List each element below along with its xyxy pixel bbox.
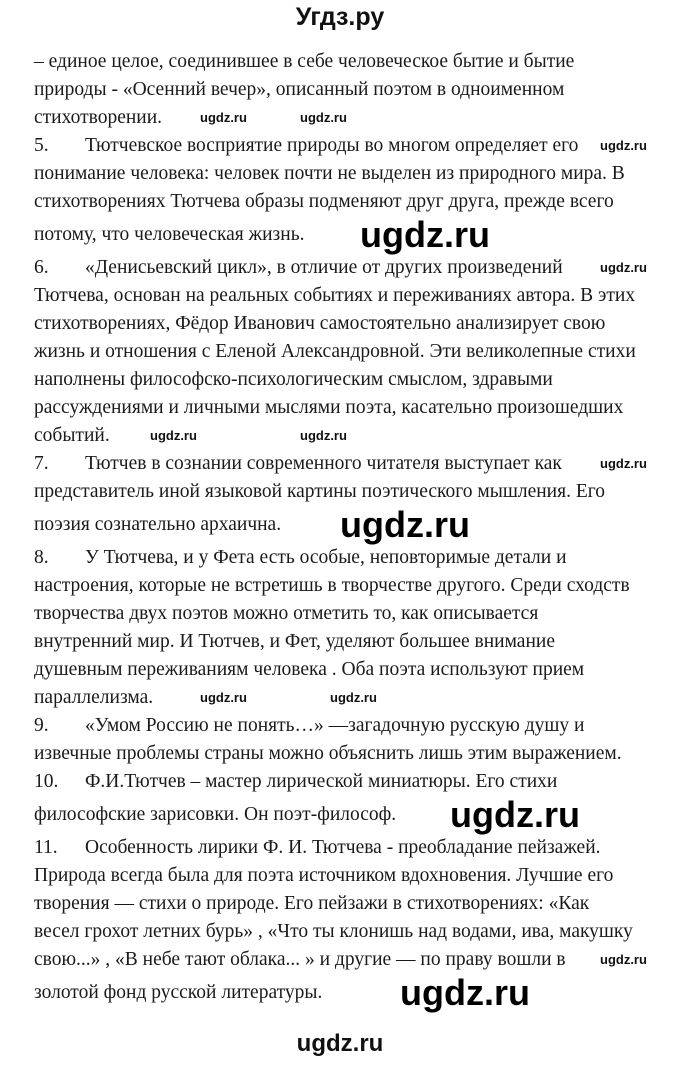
line-text: поэзия сознательно архаична. xyxy=(34,514,282,535)
text-line xyxy=(34,836,601,860)
line-text: потому, что человеческая жизнь. xyxy=(34,224,305,245)
text-line xyxy=(34,658,584,682)
text-line xyxy=(34,981,322,1005)
text-line xyxy=(34,574,630,598)
line-text: Особенность лирики Ф. И. Тютчева - преобладание пейзажей. xyxy=(85,837,601,858)
line-text: рассуждениями и личными мыслями поэта, касательно произошедших xyxy=(34,397,624,418)
text-line xyxy=(34,368,553,392)
line-text: весел грохот летних бурь» , «Что ты клонишь над водами, ива, макушку xyxy=(34,921,633,942)
line-text: представитель иной языковой картины поэтического мышления. Его xyxy=(34,481,605,502)
text-line xyxy=(34,920,633,944)
text-line xyxy=(34,892,589,916)
text-line xyxy=(34,396,623,420)
line-text: творчества двух поэтов можно отметить то, как описывается xyxy=(34,603,539,624)
watermark-small: ugdz.ru xyxy=(300,428,347,443)
line-text: золотой фонд русской литературы. xyxy=(34,982,323,1003)
text-line xyxy=(34,480,605,504)
text-line xyxy=(34,742,622,766)
text-line xyxy=(34,513,281,537)
watermark-large: ugdz.ru xyxy=(450,794,580,835)
site-header-title: Угдз.ру xyxy=(295,3,385,31)
line-text: понимание человека: человек почти не выделен из природного мира. В xyxy=(34,163,625,184)
watermark-large: ugdz.ru xyxy=(340,504,470,545)
line-text: душевным переживаниям человека . Оба поэта используют прием xyxy=(34,659,585,680)
watermark-small: ugdz.ru xyxy=(200,110,247,125)
item-number: 5. xyxy=(34,135,49,156)
item-number: 9. xyxy=(34,715,49,736)
line-text: – единое целое, соединившее в себе человеческое бытие и бытие xyxy=(34,51,575,72)
text-line xyxy=(34,284,635,308)
line-text: философские зарисовки. Он поэт-философ. xyxy=(34,804,397,825)
line-text: «Умом Россию не понять…» —загадочную русскую душу и xyxy=(85,715,585,736)
text-line xyxy=(34,452,562,476)
text-line xyxy=(34,948,566,972)
line-text: Тютчев в сознании современного читателя выступает как xyxy=(85,453,562,474)
watermark-small: ugdz.ru xyxy=(600,138,647,153)
line-text: извечные проблемы страны можно объяснить лишь этим выражением. xyxy=(34,743,622,764)
line-text: творения — стихи о природе. Его пейзажи в стихотворениях: «Как xyxy=(34,893,590,914)
text-line xyxy=(34,162,625,186)
text-line xyxy=(34,78,564,102)
item-number: 10. xyxy=(34,771,59,792)
text-line xyxy=(34,546,567,570)
text-line xyxy=(34,340,636,364)
text-line xyxy=(34,50,574,74)
watermark-large: ugdz.ru xyxy=(400,972,530,1013)
line-text: У Тютчева, и у Фета есть особые, неповторимые детали и xyxy=(85,547,567,568)
line-text: стихотворениях Тютчева образы подменяют друг друга, прежде всего xyxy=(34,191,614,212)
watermark-small: ugdz.ru xyxy=(600,952,647,967)
item-number: 8. xyxy=(34,547,49,568)
line-text: «Денисьевский цикл», в отличие от других произведений xyxy=(85,257,563,278)
watermark-small: ugdz.ru xyxy=(300,110,347,125)
line-text: наполнены философско-психологическим смыслом, здравыми xyxy=(34,369,553,390)
line-text: Тютчева, основан на реальных событиях и переживаниях автора. В этих xyxy=(34,285,636,306)
watermark-small: ugdz.ru xyxy=(600,456,647,471)
text-line xyxy=(34,803,396,827)
line-text: свою...» , «В небе тают облака... » и другие — по праву вошли в xyxy=(34,949,566,970)
text-line xyxy=(34,630,555,654)
line-text: параллелизма. xyxy=(34,687,154,708)
watermark-large: ugdz.ru xyxy=(360,214,490,255)
text-line xyxy=(34,714,584,738)
watermark-small: ugdz.ru xyxy=(600,260,647,275)
line-text: Ф.И.Тютчев – мастер лирической миниатюры. Его стихи xyxy=(85,771,558,792)
text-line xyxy=(34,256,563,280)
watermark-small: ugdz.ru xyxy=(330,690,377,705)
text-line xyxy=(34,602,538,626)
text-line xyxy=(34,864,613,888)
text-line xyxy=(34,686,153,710)
text-line xyxy=(34,134,578,158)
line-text: стихотворениях, Фёдор Иванович самостоятельно анализирует свою xyxy=(34,313,606,334)
text-line xyxy=(34,770,557,794)
line-text: событий. xyxy=(34,425,110,446)
item-number: 11. xyxy=(34,837,58,858)
watermark-small: ugdz.ru xyxy=(200,690,247,705)
line-text: настроения, которые не встретишь в творчестве другого. Среди сходств xyxy=(34,575,630,596)
line-text: стихотворении. xyxy=(34,107,163,128)
text-line xyxy=(34,106,162,130)
item-number: 7. xyxy=(34,453,49,474)
line-text: Природа всегда была для поэта источником вдохновения. Лучшие его xyxy=(34,865,614,886)
watermark-small: ugdz.ru xyxy=(150,428,197,443)
line-text: Тютчевское восприятие природы во многом определяет его xyxy=(85,135,579,156)
text-line xyxy=(34,223,304,247)
line-text: внутренний мир. И Тютчев, и Фет, уделяют большее внимание xyxy=(34,631,555,652)
item-number: 6. xyxy=(34,257,49,278)
line-text: жизнь и отношения с Еленой Александровной. Эти великолепные стихи xyxy=(34,341,636,362)
text-line xyxy=(34,424,110,448)
text-line xyxy=(34,312,605,336)
footer-watermark: ugdz.ru xyxy=(296,1030,384,1057)
text-line xyxy=(34,190,614,214)
line-text: природы - «Осенний вечер», описанный поэтом в одноименном xyxy=(34,79,565,100)
